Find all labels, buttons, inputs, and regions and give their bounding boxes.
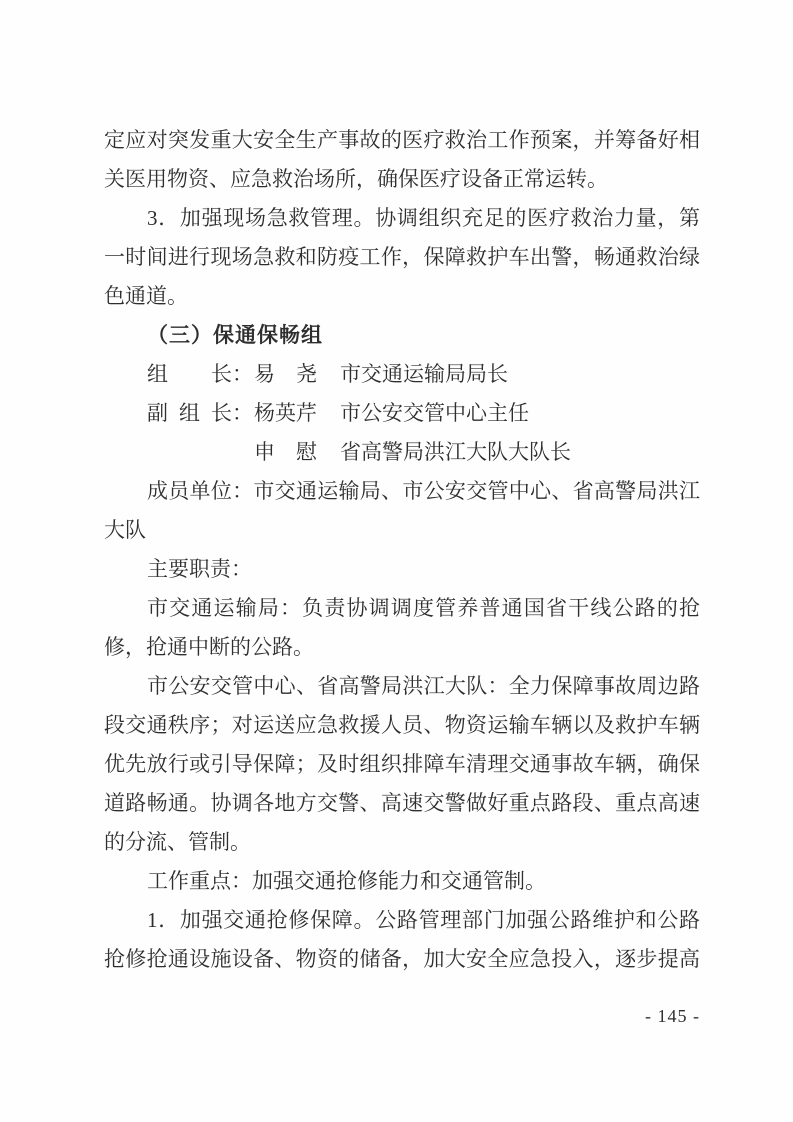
- text-line: 抢修抢通设施设备、物资的储备，加大安全应急投入，逐步提高: [104, 947, 700, 971]
- text-line: 成员单位：市交通运输局、市公安交管中心、省高警局洪江: [147, 479, 700, 503]
- roster-colon: ：: [232, 362, 253, 386]
- text-line: 的分流、管制。: [104, 830, 251, 854]
- roster-line: [104, 433, 700, 472]
- text-line: 段交通秩序；对运送应急救援人员、物资运输车辆以及救护车辆: [104, 713, 700, 737]
- roster-role-label: 组长: [147, 362, 232, 386]
- roster-person-title: 省高警局洪江大队大队长: [340, 440, 571, 464]
- roster-person-name: 易 尧: [254, 362, 317, 386]
- text-line: 色通道。: [104, 284, 188, 308]
- text-line: 一时间进行现场急救和防疫工作，保障救护车出警，畅通救治绿: [104, 245, 700, 269]
- roster-person-name: 申 慰: [254, 440, 317, 464]
- text-line: 关医用物资、应急救治场所，确保医疗设备正常运转。: [104, 167, 608, 191]
- text-line: 市交通运输局：负责协调调度管养普通国省干线公路的抢: [147, 596, 700, 620]
- text-line: 工作重点：加强交通抢修能力和交通管制。: [147, 869, 546, 893]
- text-line: 市公安交管中心、省高警局洪江大队：全力保障事故周边路: [147, 674, 700, 698]
- text-line: 大队: [104, 518, 146, 542]
- page-number: - 145 -: [645, 1006, 700, 1026]
- text-line: 定应对突发重大安全生产事故的医疗救治工作预案，并筹备好相: [104, 128, 700, 152]
- text-line: 道路畅通。协调各地方交警、高速交警做好重点路段、重点高速: [104, 791, 700, 815]
- text-line: 3．加强现场急救管理。协调组织充足的医疗救治力量，第: [147, 206, 700, 230]
- roster-person-title: 市交通运输局局长: [340, 362, 508, 386]
- document-body: [104, 121, 700, 979]
- roster-person-name: 杨英芹: [254, 401, 317, 425]
- roster-colon: ：: [232, 401, 253, 425]
- roster-role-label: 副组长: [147, 401, 232, 425]
- roster-line: [104, 394, 700, 433]
- roster-person-title: 市公安交管中心主任: [340, 401, 529, 425]
- text-line: 1．加强交通抢修保障。公路管理部门加强公路维护和公路: [147, 908, 700, 932]
- text-line: 优先放行或引导保障；及时组织排障车清理交通事故车辆，确保: [104, 752, 700, 776]
- roster-line: [104, 355, 700, 394]
- section-heading: （三）保通保畅组: [147, 323, 323, 347]
- text-line: 修，抢通中断的公路。: [104, 635, 314, 659]
- text-line: 主要职责：: [147, 557, 252, 581]
